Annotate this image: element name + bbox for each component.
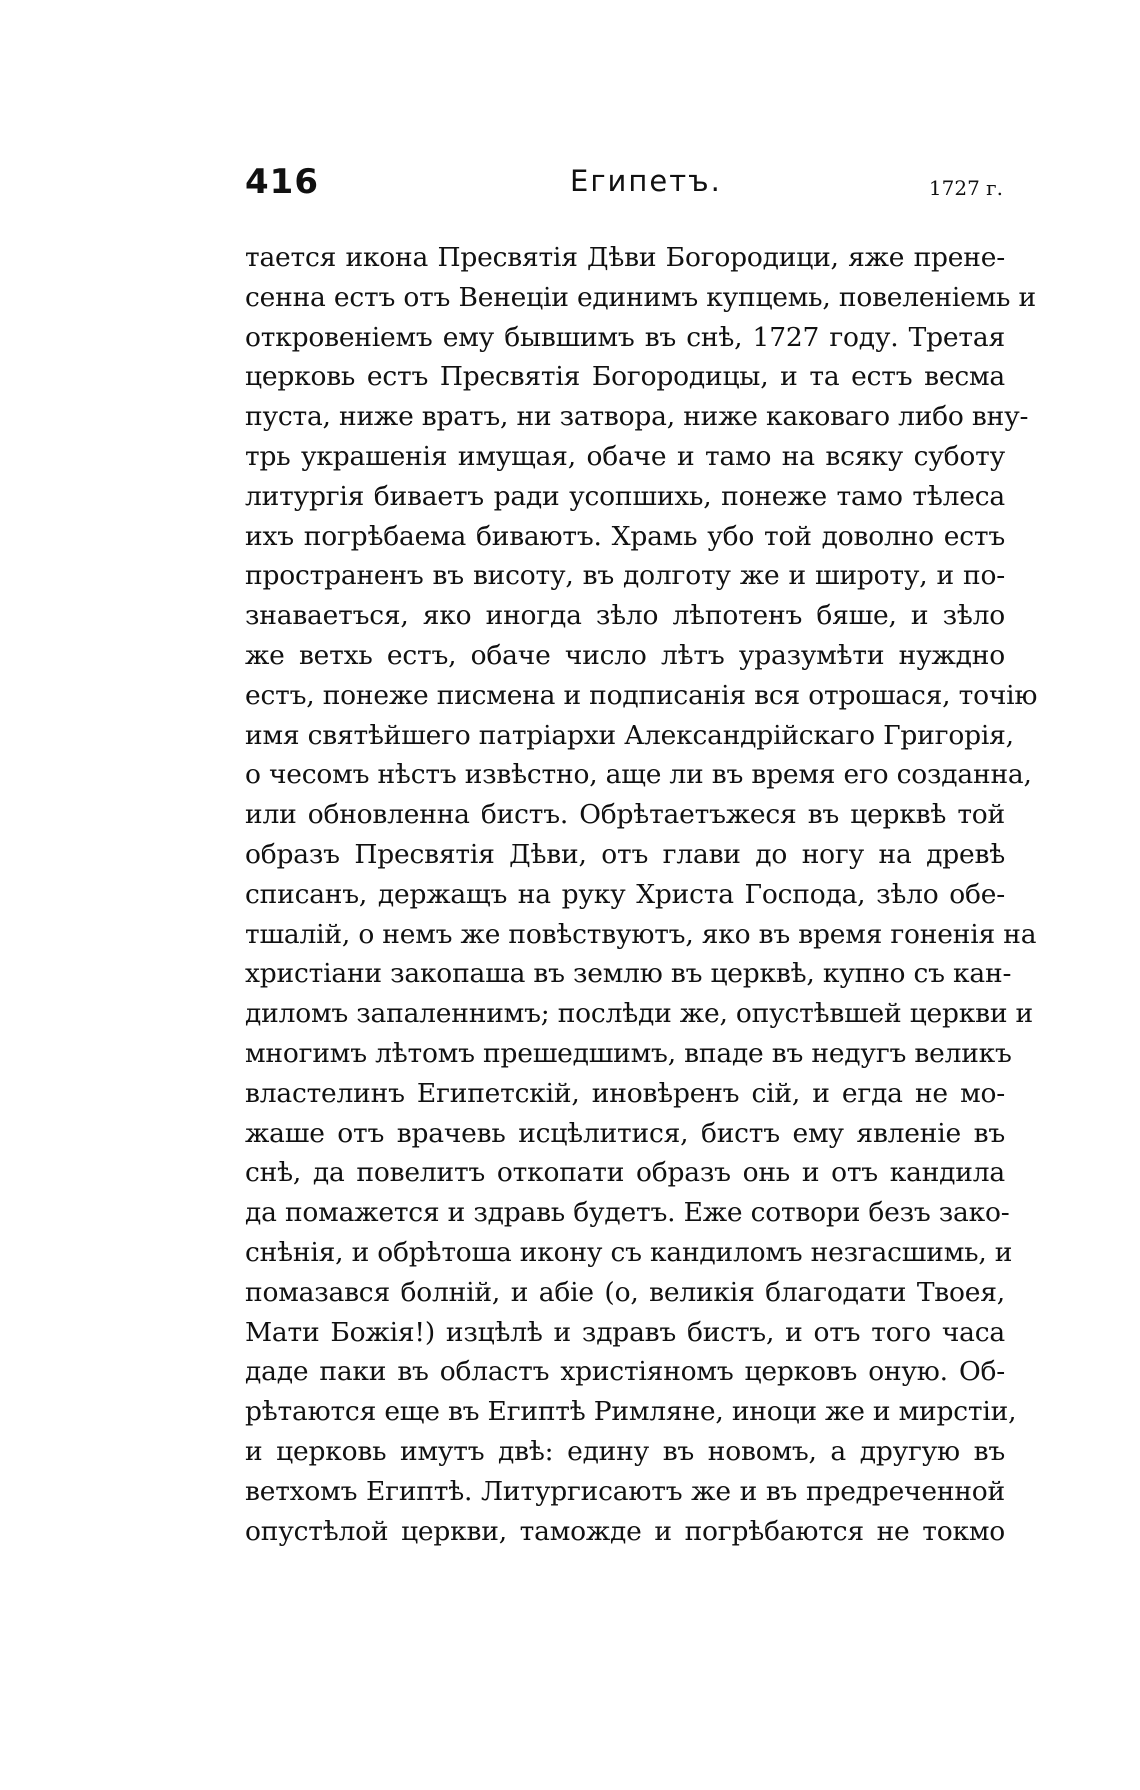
text-line: да помажется и здравь будетъ. Еже сотвори безъ зако- bbox=[245, 1197, 1010, 1229]
text-line: знаваетъся, яко иногда зѣло лѣпотенъ бяше, и зѣло bbox=[245, 600, 1005, 632]
text-line: даде паки въ областъ христіяномъ церковъ оную. Об- bbox=[245, 1356, 1005, 1388]
text-line: многимъ лѣтомъ прешедшимъ, впаде въ недугъ великъ bbox=[245, 1037, 1012, 1069]
text-line: пространенъ въ висоту, въ долготу же и широту, и по- bbox=[245, 560, 1005, 592]
text-line: пуста, ниже вратъ, ни затвора, ниже каковаго либо вну- bbox=[245, 401, 1029, 433]
text-line: или обновленна бистъ. Обрѣтаетъжеся въ церквѣ той bbox=[245, 799, 1005, 831]
text-line: властелинъ Египетскій, иновѣренъ сій, и егда не мо- bbox=[245, 1077, 1005, 1109]
text-line: диломъ запаленнимъ; послѣди же, опустѣвшей церкви и bbox=[245, 998, 1034, 1030]
header-year: 1727 г. bbox=[928, 176, 1003, 200]
text-line: рѣтаются еще въ Египтѣ Римляне, иноци же и мирстіи, bbox=[245, 1396, 1017, 1428]
text-line: списанъ, держащъ на руку Христа Господа, зѣло обе- bbox=[245, 878, 1005, 910]
text-line: имя святѣйшего патріархи Александрійскаго Григорія, bbox=[245, 719, 1014, 751]
text-line: Мати Божія!) изцѣлѣ и здравъ бистъ, и отъ того часа bbox=[245, 1316, 1005, 1348]
text-line: христіани закопаша въ землю въ церквѣ, купно съ кан- bbox=[245, 958, 1012, 990]
text-line: трь украшенія имущая, обаче и тамо на всяку суботу bbox=[245, 440, 1005, 472]
page-number: 416 bbox=[245, 162, 319, 202]
text-line: откровеніемъ ему бывшимъ въ снѣ, 1727 году. Третая bbox=[245, 321, 1005, 353]
text-line: тшалій, о немъ же повѣствуютъ, яко въ время гоненія на bbox=[245, 918, 1037, 950]
text-line: и церковь имутъ двѣ: едину въ новомъ, а другую въ bbox=[245, 1435, 1005, 1467]
running-title: Египетъ. bbox=[570, 164, 722, 198]
text-line: помазався болній, и абіе (о, великія благодати Твоея, bbox=[245, 1276, 1005, 1308]
text-line: тается икона Пресвятія Дѣви Богородици, яже прене- bbox=[245, 242, 1005, 273]
body-text bbox=[245, 238, 1038, 1551]
text-line: снѣ, да повелитъ откопати образъ онь и отъ кандила bbox=[245, 1157, 1005, 1189]
text-line: сенна естъ отъ Венеціи единимъ купцемь, повеленіемь и bbox=[245, 281, 1036, 313]
text-line: церковь естъ Пресвятія Богородицы, и та естъ весма bbox=[245, 361, 1005, 393]
text-line: же ветхь естъ, обаче число лѣтъ уразумѣти нуждно bbox=[245, 639, 1005, 671]
text-line: снѣнія, и обрѣтоша икону съ кандиломъ незгасшимь, и bbox=[245, 1236, 1013, 1268]
text-line: ветхомъ Египтѣ. Литургисаютъ же и въ предреченной bbox=[245, 1475, 1005, 1507]
text-line: ихъ погрѣбаема биваютъ. Храмь убо той доволно естъ bbox=[245, 520, 1005, 552]
page-header bbox=[245, 162, 1005, 212]
text-line: естъ, понеже писмена и подписанія вся отрошася, точію bbox=[245, 679, 1038, 711]
text-line: о чесомъ нѣстъ извѣстно, аще ли въ время его созданна, bbox=[245, 759, 1032, 791]
text-line: опустѣлой церкви, таможде и погрѣбаются не токмо bbox=[245, 1515, 1005, 1547]
text-line: жаше отъ врачевь исцѣлитися, бистъ ему явленіе въ bbox=[245, 1117, 1005, 1149]
text-line: образъ Пресвятія Дѣви, отъ глави до ногу на древѣ bbox=[245, 838, 1005, 870]
text-line: литургія биваетъ ради усопшихь, понеже тамо тѣлеса bbox=[245, 480, 1005, 512]
